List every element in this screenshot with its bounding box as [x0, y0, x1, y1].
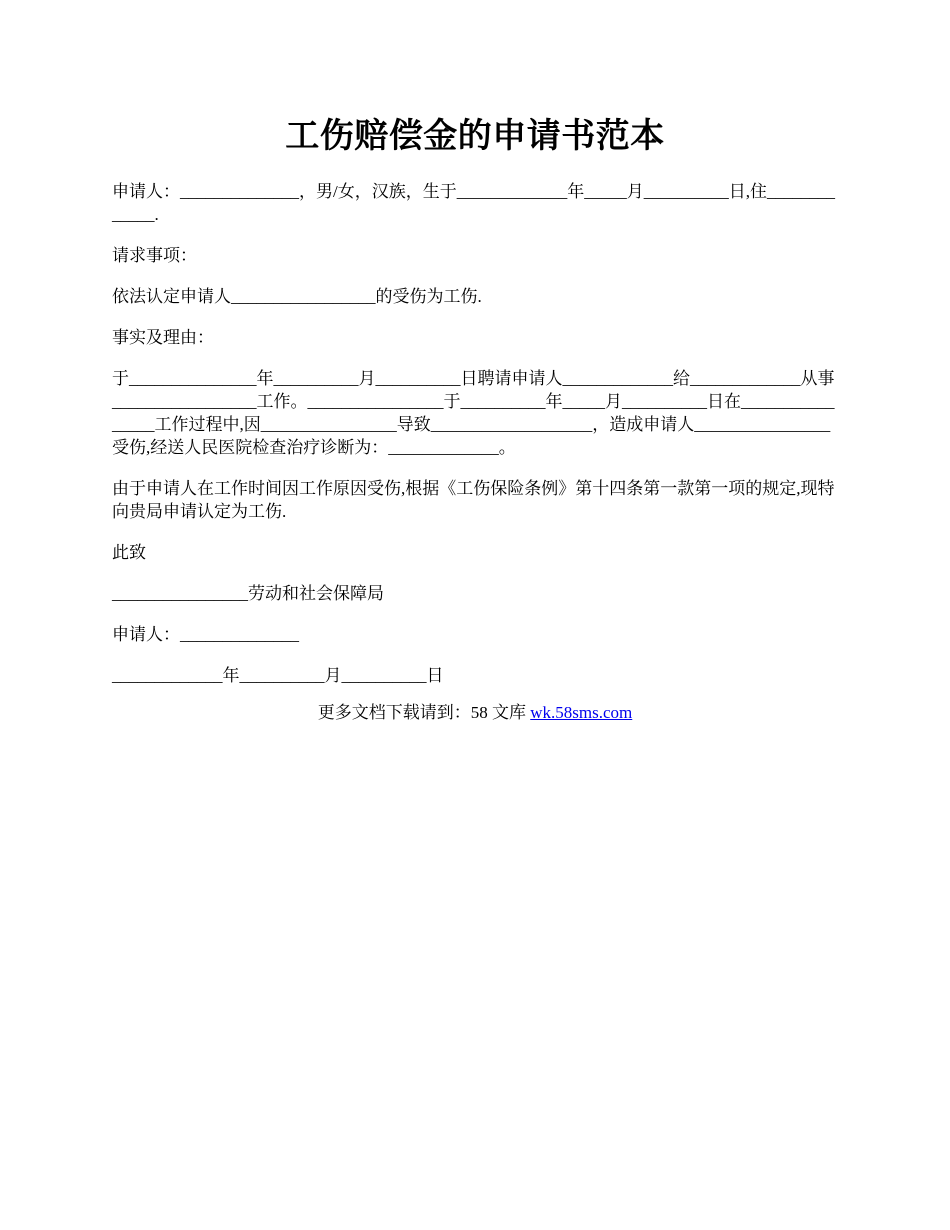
request-heading: 请求事项：: [112, 246, 197, 265]
recipient-bureau: ________________劳动和社会保障局: [112, 584, 384, 603]
download-footer: [0, 701, 950, 724]
applicant-info-paragraph: 申请人：______________，男/女，汉族，生于_____________年_____月__________日,住_____________.: [112, 182, 835, 224]
footer-text: 更多文档下载请到：58 文库: [317, 703, 531, 722]
facts-content: 于_______________年__________月__________日聘请申请人_____________给_____________从事_________________工作。________________于__________年_____月__________日在________________工作过程中,因________________导致___________________，造成申请人________________受伤,经送人民医院检查治疗诊断为：_____________。: [112, 369, 835, 457]
document-title: 工伤赔偿金的申请书范本: [285, 118, 665, 155]
facts-heading: 事实及理由：: [112, 328, 214, 347]
footer-link[interactable]: wk.58sms.com: [530, 703, 633, 722]
signature-date: _____________年__________月__________日: [112, 666, 444, 685]
document-body: [112, 180, 840, 705]
signature-applicant: 申请人：______________: [112, 625, 299, 644]
salutation: 此致: [112, 543, 146, 562]
request-content: 依法认定申请人_________________的受伤为工伤.: [112, 287, 482, 306]
legal-basis-paragraph: 由于申请人在工作时间因工作原因受伤,根据《工伤保险条例》第十四条第一款第一项的规定,现特向贵局申请认定为工伤.: [112, 479, 835, 521]
